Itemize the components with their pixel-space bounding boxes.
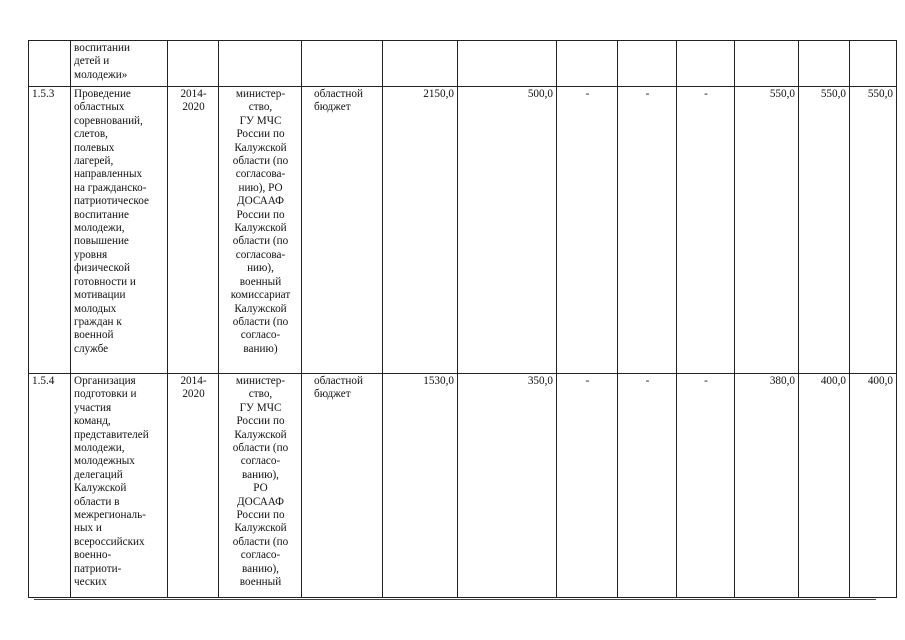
row-number [29, 41, 71, 87]
years [168, 41, 219, 87]
measure-name: воспитании детей и молодежи» [71, 41, 168, 87]
funding-source [302, 41, 383, 87]
year-amount: 380,0 [735, 374, 799, 598]
row-number: 1.5.3 [29, 87, 71, 374]
year-amount: 500,0 [458, 87, 557, 374]
year-amount: 550,0 [850, 87, 897, 374]
year-amount [677, 41, 735, 87]
measure-name: Проведение областных соревнований, слетов, полевых лагерей, направленных на гражданско- патриотическое воспитание молодежи, повышение уровня физической готовности и мотивации молодых граждан к военной службе [71, 87, 168, 374]
total-amount: 1530,0 [383, 374, 458, 598]
row-number: 1.5.4 [29, 374, 71, 598]
year-amount: - [557, 87, 618, 374]
executor: министер- ство, ГУ МЧС России по Калужской области (по согласова- нию), РО ДОСААФ России по Калужской области (по согласова- нию), военный комиссариат Калужской области (по согласо- ванию) [219, 87, 302, 374]
year-amount [557, 41, 618, 87]
year-amount: 550,0 [799, 87, 850, 374]
table-row [29, 87, 897, 374]
measure-name: Организация подготовки и участия команд, представителей молодежи, молодежных делегаций Калужской области в межрегиональ- ных и всероссийских военно- патриоти- ческих [71, 374, 168, 598]
year-amount: 550,0 [735, 87, 799, 374]
year-amount: - [677, 87, 735, 374]
total-amount [383, 41, 458, 87]
year-amount: - [618, 374, 677, 598]
program-table [28, 40, 897, 598]
year-amount [618, 41, 677, 87]
year-amount: - [677, 374, 735, 598]
year-amount [850, 41, 897, 87]
year-amount: 400,0 [850, 374, 897, 598]
document-page [28, 40, 893, 598]
total-amount: 2150,0 [383, 87, 458, 374]
years: 2014- 2020 [168, 374, 219, 598]
years: 2014- 2020 [168, 87, 219, 374]
table-row [29, 41, 897, 87]
executor: министер- ство, ГУ МЧС России по Калужской области (по согласо- ванию), РО ДОСААФ России по Калужской области (по согласо- ванию), военный [219, 374, 302, 598]
table-row [29, 374, 897, 598]
table-bottom-rule [34, 599, 876, 600]
year-amount [799, 41, 850, 87]
year-amount [458, 41, 557, 87]
year-amount [735, 41, 799, 87]
year-amount: - [557, 374, 618, 598]
funding-source: областной бюджет [302, 87, 383, 374]
executor [219, 41, 302, 87]
year-amount: 350,0 [458, 374, 557, 598]
funding-source: областной бюджет [302, 374, 383, 598]
year-amount: 400,0 [799, 374, 850, 598]
year-amount: - [618, 87, 677, 374]
